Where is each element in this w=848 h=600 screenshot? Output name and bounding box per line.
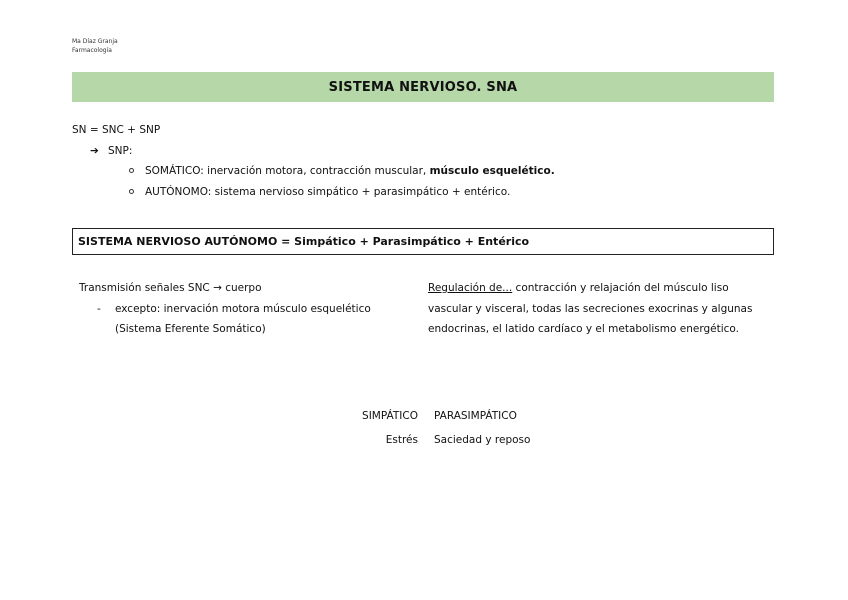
- arrow-bullet-icon: ➔: [90, 145, 99, 157]
- snp-line: [90, 145, 132, 157]
- page-title: [72, 72, 774, 102]
- snp-label: SNP:: [108, 145, 133, 157]
- left-column: [79, 278, 371, 340]
- author-name: Ma Díaz Granja: [72, 38, 118, 45]
- right-line-1-rest: contracción y relajación del músculo liso: [512, 282, 729, 294]
- somatic-bold-text: músculo esquelético.: [429, 165, 555, 177]
- section-heading-box: [72, 228, 774, 255]
- circle-bullet-icon: [129, 189, 134, 194]
- col1-header: SIMPÁTICO: [362, 410, 418, 422]
- left-line-3: (Sistema Eferente Somático): [115, 323, 266, 335]
- circle-bullet-icon: [129, 168, 134, 173]
- left-line-1: Transmisión señales SNC → cuerpo: [79, 282, 262, 294]
- right-line-3: endocrinas, el latido cardíaco y el metabolismo energético.: [428, 323, 739, 335]
- col2-header: PARASIMPÁTICO: [434, 410, 517, 422]
- col1-row1: Estrés: [385, 434, 418, 446]
- right-column: [428, 278, 752, 340]
- document-header: [72, 37, 118, 55]
- col2-row1: Saciedad y reposo: [434, 434, 531, 446]
- left-line-2: excepto: inervación motora músculo esquelético: [115, 302, 371, 315]
- formula-line: SN = SNC + SNP: [72, 124, 161, 136]
- somatic-text: SOMÁTICO: inervación motora, contracción muscular,: [145, 165, 430, 177]
- right-line-2: vascular y visceral, todas las secreciones exocrinas y algunas: [428, 302, 753, 315]
- right-line-1: [428, 278, 752, 299]
- section-heading-text: SISTEMA NERVIOSO AUTÓNOMO = Simpático + Parasimpático + Entérico: [78, 235, 530, 248]
- page-title-text: SISTEMA NERVIOSO. SNA: [328, 79, 518, 95]
- somatic-line: [145, 165, 555, 177]
- dash-bullet: -: [97, 302, 101, 315]
- subject-name: Farmacología: [72, 47, 112, 54]
- right-underlined-text: Regulación de...: [428, 282, 513, 294]
- left-bullet-line: [79, 299, 371, 320]
- autonomic-line: AUTÓNOMO: sistema nervioso simpático + parasimpático + entérico.: [145, 186, 511, 198]
